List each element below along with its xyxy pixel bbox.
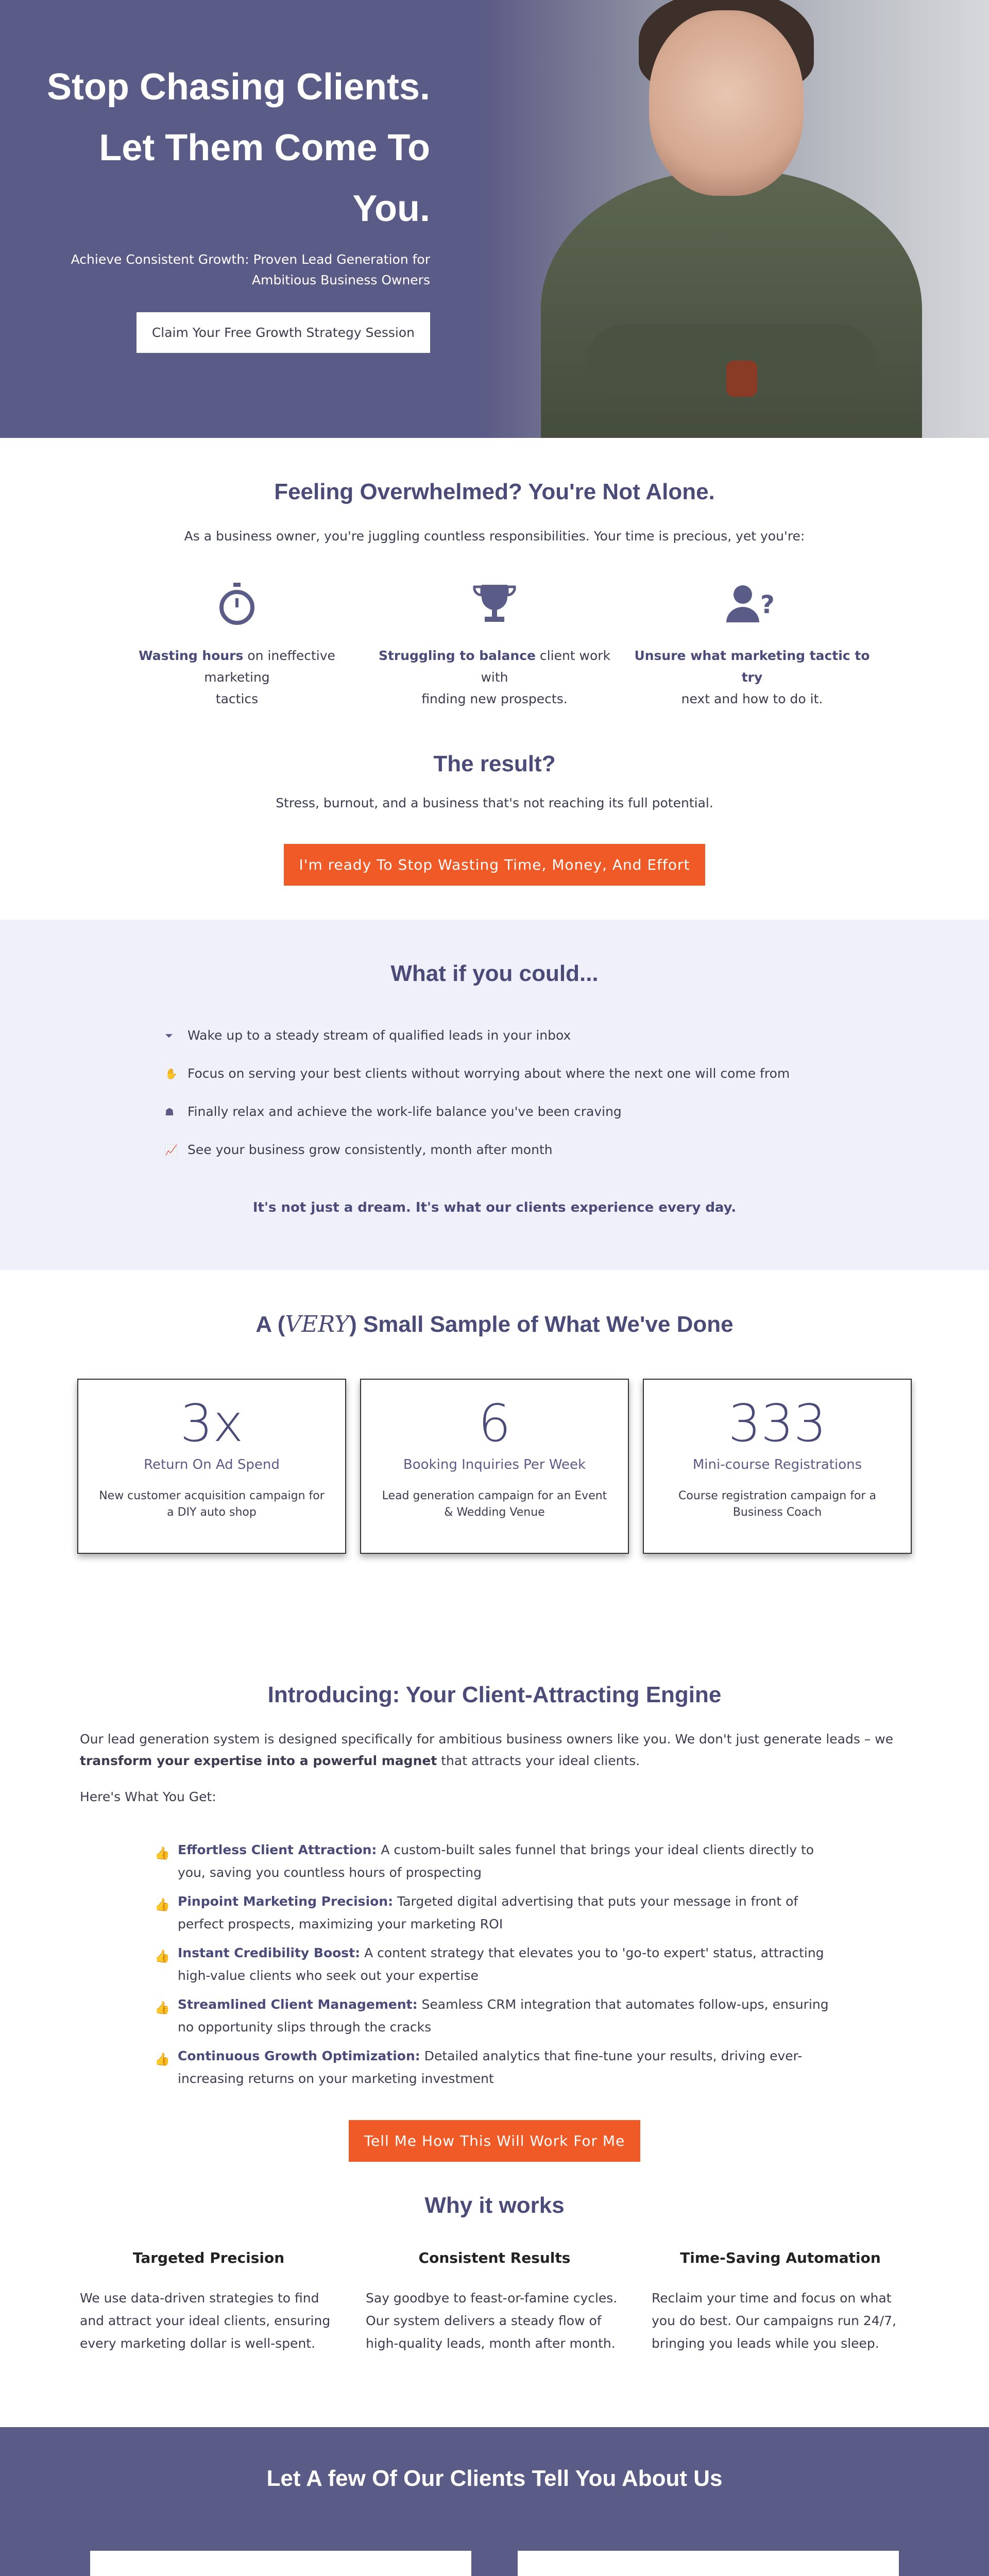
why-column	[366, 2249, 623, 2355]
chart-line-icon: 📈	[165, 1144, 178, 1156]
overwhelmed-title: Feeling Overwhelmed? You're Not Alone.	[274, 479, 715, 504]
pain-text: next and how to do it.	[681, 691, 823, 706]
sample-title	[0, 1311, 989, 1337]
card-desc: Course registration campaign for a Business Coach	[678, 1489, 876, 1519]
handshake-icon: ✋	[165, 1067, 178, 1080]
card-number: 3x	[180, 1393, 244, 1453]
testimonials-section	[0, 2427, 989, 2576]
engine-intro	[80, 1728, 909, 1772]
why-column-title: Consistent Results	[418, 2249, 571, 2266]
thumbs-up-icon: 👍	[155, 1846, 170, 1860]
what-if-list	[165, 1016, 909, 1169]
hero-section	[0, 0, 989, 438]
result-block	[80, 751, 909, 886]
card-label: Return On Ad Spend	[144, 1457, 280, 1472]
what-if-text: Finally relax and achieve the work-life balance you've been craving	[187, 1104, 622, 1119]
results-cards	[77, 1379, 912, 1554]
pain-bold: Struggling to balance	[378, 648, 536, 663]
why-column-text: Reclaim your time and focus on what you do best. Our campaigns run 24/7, bringing you leads while you sleep.	[652, 2291, 896, 2351]
feature-bold: Continuous Growth Optimization:	[178, 2048, 420, 2063]
what-if-text: Wake up to a steady stream of qualified leads in your inbox	[187, 1028, 571, 1043]
list-item	[165, 1016, 909, 1055]
sample-title-very: VERY	[285, 1311, 350, 1337]
feature-bold: Pinpoint Marketing Precision:	[178, 1894, 394, 1909]
why-column-title: Time-Saving Automation	[680, 2249, 881, 2266]
engine-intro-text: that attracts your ideal clients.	[437, 1753, 640, 1768]
sample-title-part: ) Small Sample of What We've Done	[349, 1312, 734, 1337]
engine-intro-text: Our lead generation system is designed specifically for ambitious business owners like you. We don't just generate leads – we	[80, 1732, 894, 1747]
thumbs-up-icon: 👍	[155, 1949, 170, 1963]
hero-text	[31, 57, 430, 353]
sample-section	[0, 1270, 989, 1677]
hero-subtitle-line: Ambitious Business Owners	[252, 273, 430, 287]
result-card	[643, 1379, 912, 1554]
testimonials-title: Let A few Of Our Clients Tell You About Us	[266, 2466, 723, 2491]
list-item	[165, 1131, 909, 1169]
feature-bold: Instant Credibility Boost:	[178, 1945, 361, 1960]
thumbs-up-icon: 👍	[155, 2052, 170, 2066]
stopwatch-icon	[108, 578, 366, 630]
feature-text: Targeted digital advertising that puts your message in front of perfect prospects, maximizing your marketing ROI	[178, 1894, 798, 1931]
pain-bold: Unsure what marketing tactic to try	[634, 648, 870, 685]
testimonial	[90, 2551, 471, 2576]
why-column	[80, 2249, 337, 2355]
hero-title-line: Stop Chasing Clients.	[46, 66, 430, 108]
card-desc: Lead generation campaign for an Event & Wedding Venue	[382, 1489, 607, 1519]
card-number: 6	[478, 1393, 511, 1453]
hero-subtitle-line: Achieve Consistent Growth: Proven Lead Generation for	[71, 252, 430, 267]
why-title: Why it works	[424, 2193, 565, 2218]
pain-text: client work with	[481, 648, 611, 685]
what-if-text: Focus on serving your best clients without worrying about where the next one will come from	[187, 1066, 790, 1081]
trophy-icon	[366, 578, 623, 630]
result-text: Stress, burnout, and a business that's not reaching its full potential.	[276, 795, 713, 810]
svg-text:?: ?	[760, 590, 775, 619]
thumbs-up-icon: 👍	[155, 1897, 170, 1912]
feature-bold: Streamlined Client Management:	[178, 1997, 418, 2012]
feature-text: Detailed analytics that fine-tune your results, driving ever-increasing returns on your marketing investment	[178, 2048, 803, 2086]
hero-title-line: Let Them Come To	[99, 127, 430, 168]
pain-points	[80, 578, 909, 710]
thumbs-up-icon: 👍	[155, 2001, 170, 2015]
card-number: 333	[728, 1393, 827, 1453]
video-player[interactable]	[518, 2551, 899, 2576]
card-label: Mini-course Registrations	[692, 1457, 862, 1472]
card-desc: New customer acquisition campaign for a DIY auto shop	[99, 1489, 325, 1519]
feature-text: A content strategy that elevates you to 'go-to expert' status, attracting high-value clients who seek out your expertise	[178, 1945, 824, 1983]
list-item	[165, 1093, 909, 1131]
pain-bold: Wasting hours	[139, 648, 244, 663]
pain-text: tactics	[215, 691, 259, 706]
what-if-title: What if you could...	[390, 961, 599, 986]
hero-title	[31, 57, 430, 239]
why-column-text: Say goodbye to feast-or-famine cycles. Our system delivers a steady flow of high-quality leads, month after month.	[366, 2291, 618, 2351]
pain-point	[366, 578, 623, 710]
list-item	[155, 1890, 840, 1936]
couch-icon: ☗	[165, 1106, 174, 1118]
user-question-icon	[623, 578, 881, 630]
stop-wasting-button[interactable]: I'm ready To Stop Wasting Time, Money, And Effort	[284, 844, 706, 886]
sample-title-part: A (	[255, 1312, 285, 1337]
list-item	[155, 1993, 840, 2039]
engine-title: Introducing: Your Client-Attracting Engine	[267, 1682, 722, 1707]
what-if-tagline: It's not just a dream. It's what our clients experience every day.	[252, 1200, 737, 1215]
feature-text: A custom-built sales funnel that brings your ideal clients directly to you, saving you countless hours of prospecting	[178, 1842, 814, 1880]
list-item	[155, 2045, 840, 2090]
why-column-title: Targeted Precision	[132, 2249, 285, 2266]
features-list	[155, 1839, 840, 2090]
what-if-section	[0, 920, 989, 1270]
overwhelmed-section	[0, 438, 989, 920]
testimonial-videos	[0, 2551, 989, 2576]
hero-photo-watch	[726, 361, 757, 397]
hero-title-line: You.	[352, 188, 430, 229]
list-item	[165, 1055, 909, 1093]
pain-text: finding new prospects.	[421, 691, 568, 706]
testimonial	[518, 2551, 899, 2576]
result-title: The result?	[433, 751, 556, 776]
why-column-text: We use data-driven strategies to find and attract your ideal clients, ensuring every marketing dollar is well-spent.	[80, 2291, 331, 2351]
why-column	[652, 2249, 909, 2355]
engine-section	[0, 1677, 989, 2355]
video-player[interactable]	[90, 2551, 471, 2576]
hero-photo-body	[541, 170, 922, 438]
hero-subtitle	[31, 249, 430, 291]
result-card	[77, 1379, 346, 1554]
engine-intro-bold: transform your expertise into a powerful magnet	[80, 1753, 437, 1768]
hero-photo-face	[649, 10, 804, 196]
what-if-text: See your business grow consistently, month after month	[187, 1142, 553, 1157]
hero-photo	[484, 0, 989, 438]
tell-me-how-button[interactable]: Tell Me How This Will Work For Me	[349, 2120, 641, 2162]
funnel-icon: ⏷	[165, 1029, 173, 1042]
overwhelmed-intro: As a business owner, you're juggling countless responsibilities. Your time is precious, yet you're:	[184, 529, 805, 544]
pain-point	[108, 578, 366, 710]
why-columns	[80, 2249, 909, 2355]
result-card	[360, 1379, 629, 1554]
feature-text: Seamless CRM integration that automates follow-ups, ensuring no opportunity slips through the cracks	[178, 1997, 829, 2035]
list-item	[155, 1839, 840, 1884]
list-item	[155, 1942, 840, 1987]
claim-session-button[interactable]: Claim Your Free Growth Strategy Session	[137, 312, 430, 353]
what-you-get-label: Here's What You Get:	[80, 1789, 216, 1804]
pain-point	[623, 578, 881, 710]
card-label: Booking Inquiries Per Week	[403, 1457, 586, 1472]
pain-text: on ineffective marketing	[204, 648, 335, 685]
feature-bold: Effortless Client Attraction:	[178, 1842, 377, 1857]
